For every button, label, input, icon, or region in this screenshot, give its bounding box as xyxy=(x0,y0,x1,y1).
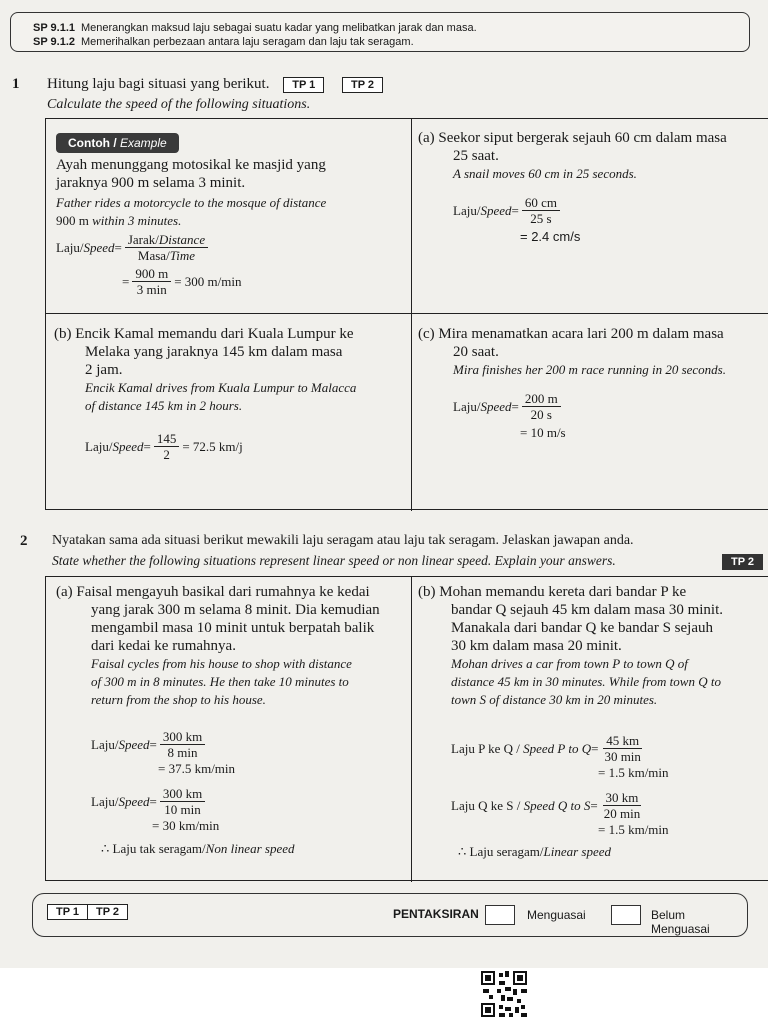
mastered-label: Menguasai xyxy=(527,908,586,922)
part-text: bandar Q sejauh 45 km dalam masa 30 minit. xyxy=(451,602,724,618)
fraction: $\frac{200 m}{20 s}$ xyxy=(522,391,561,422)
sp-text: Memerihalkan perbezaan antara laju seragam dan laju tak seragam. xyxy=(81,36,414,48)
part-text-en: Faisal cycles from his house to shop with distance xyxy=(91,656,352,671)
assessment-box xyxy=(32,893,748,937)
part-text-en: Encik Kamal drives from Kuala Lumpur to Malacca xyxy=(85,380,357,395)
table-divider xyxy=(411,119,412,511)
example-calculation: = $\frac{900 m}{3 \min}$ = 300 m/min xyxy=(122,266,242,297)
tp-badge: TP 2 xyxy=(342,77,383,93)
part-text-en: Mohan drives a car from town P to town Q of xyxy=(451,656,688,671)
part-text: dari kedai ke rumahnya. xyxy=(91,638,236,654)
part-result: = 30 km/min xyxy=(152,818,220,833)
q1-part-b: (b) Encik Kamal memandu dari Kuala Lumpur ke Melaka yang jaraknya 145 km dalam masa 2 jam. Encik Kamal drives from Kuala Lumpur to Malacca of distance 145 km in 2 hours. Laju/ Speed = $\frac{145}{2}$ = 72.5 km/j xyxy=(54,325,406,462)
q1-table xyxy=(45,118,768,510)
qr-code-icon xyxy=(479,969,529,1019)
part-text-en: distance 45 km in 30 minutes. While from town Q to xyxy=(451,674,721,689)
example-cell xyxy=(56,133,406,297)
part-result: = 2.4 cm/s xyxy=(520,229,581,244)
example-text: Ayah menunggang motosikal ke masjid yang xyxy=(56,157,326,173)
part-text-en: return from the shop to his house. xyxy=(91,692,266,707)
fraction: $\frac{60 cm}{25 s}$ xyxy=(522,195,560,226)
tp-badge: TP 2 xyxy=(87,904,128,920)
part-text: 2 jam. xyxy=(85,362,123,378)
part-text: yang jarak 300 m selama 8 minit. Dia kemudian xyxy=(91,602,380,618)
part-text-en: of 300 m in 8 minutes. He then take 10 minutes to xyxy=(91,674,349,689)
sp-code: SP 9.1.2 xyxy=(33,36,75,48)
learning-standards-box xyxy=(10,12,750,52)
part-text-en: of distance 145 km in 2 hours. xyxy=(85,398,243,413)
part-result: = 10 m/s xyxy=(520,425,566,440)
sp-text: Menerangkan maksud laju sebagai suatu kadar yang melibatkan jarak dan masa. xyxy=(81,22,477,34)
fraction: $\frac{145}{2}$ xyxy=(154,431,180,462)
example-badge: Contoh / Example xyxy=(56,133,179,153)
part-formula: Laju/ Speed = $\frac{200 m}{20 s}$ xyxy=(418,391,768,422)
sp-row-1 xyxy=(33,21,739,35)
not-mastered-checkbox[interactable] xyxy=(611,905,641,925)
question-title-en: State whether the following situations represent linear speed or non linear speed. Explain your answers. xyxy=(52,553,616,568)
conclusion: ∴ Laju tak seragam/Non linear speed xyxy=(101,841,295,856)
part-formula: Laju/ Speed = $\frac{300 km}{8 \min}$ xyxy=(56,729,406,760)
part-formula: Laju Q ke S / Speed Q to S = $\frac{30 km}{20 \min}$ xyxy=(418,790,768,821)
page-bottom xyxy=(0,968,768,1024)
assessment-label: PENTAKSIRAN xyxy=(393,907,479,921)
part-result: = 1.5 km/min xyxy=(598,822,669,837)
fraction: $\frac{300 km}{10 \min}$ xyxy=(160,786,205,817)
part-formula: Laju/ Speed = $\frac{300 km}{10 \min}$ xyxy=(56,786,406,817)
part-text-en: A snail moves 60 cm in 25 seconds. xyxy=(453,166,637,181)
part-formula: Laju/ Speed = $\frac{145}{2}$ = 72.5 km/j xyxy=(85,431,243,462)
sp-code: SP 9.1.1 xyxy=(33,22,75,34)
tp-badge-wrap xyxy=(722,553,763,571)
part-text-en: town S of distance 30 km in 20 minutes. xyxy=(451,692,658,707)
tp-badge: TP 1 xyxy=(47,904,88,920)
part-formula: Laju P ke Q / Speed P to Q = $\frac{45 km}{30 \min}$ xyxy=(418,733,768,764)
table-divider xyxy=(411,577,412,882)
fraction: $\frac{300 km}{8 \min}$ xyxy=(160,729,205,760)
tp-badge: TP 2 xyxy=(722,554,763,570)
example-text-en: Father rides a motorcycle to the mosque of distance xyxy=(56,195,327,210)
fraction: $\frac{30 km}{20 \min}$ xyxy=(603,790,641,821)
q1-part-a: (a) Seekor siput bergerak sejauh 60 cm dalam masa 25 saat. A snail moves 60 cm in 25 seconds. Laju/ Speed = $\frac{60 cm}{25 s}$ = 2.4 cm/s xyxy=(418,129,768,246)
tp-badge: TP 1 xyxy=(283,77,324,93)
part-text: mengambil masa 10 minit untuk berpatah balik xyxy=(91,620,375,636)
part-text: 25 saat. xyxy=(453,148,499,164)
part-text-en: Mira finishes her 200 m race running in 20 seconds. xyxy=(453,362,726,377)
question-title xyxy=(47,76,383,93)
fraction: $\frac{900 m}{3 \min}$ xyxy=(132,266,171,297)
part-text: Melaka yang jaraknya 145 km dalam masa xyxy=(85,344,343,360)
q1-part-c: (c) Mira menamatkan acara lari 200 m dalam masa 20 saat. Mira finishes her 200 m race running in 20 seconds. Laju/ Speed = $\frac{200 m}{20 s}$ = 10 m/s xyxy=(418,325,768,442)
table-divider xyxy=(46,313,768,314)
part-result: = 37.5 km/min xyxy=(158,761,236,776)
q2-table xyxy=(45,576,768,881)
question-number: 2 xyxy=(20,533,28,549)
question-title-en: Calculate the speed of the following situations. xyxy=(47,97,311,112)
sp-row-2 xyxy=(33,35,739,49)
part-text: 30 km dalam masa 20 minit. xyxy=(451,638,622,654)
example-text-en: 900 m within 3 minutes. xyxy=(56,213,182,228)
part-result: = 1.5 km/min xyxy=(598,765,669,780)
question-title-ms: Nyatakan sama ada situasi berikut mewakili laju seragam atau laju tak seragam. Jelaskan jawapan anda. xyxy=(52,533,634,548)
part-formula: Laju/ Speed = $\frac{60 cm}{25 s}$ xyxy=(418,195,768,226)
example-text: jaraknya 900 m selama 3 minit. xyxy=(56,175,246,191)
question-number: 1 xyxy=(12,76,20,92)
conclusion: ∴ Laju seragam/Linear speed xyxy=(458,844,612,859)
q2-part-a: (a) Faisal mengayuh basikal dari rumahnya ke kedai yang jarak 300 m selama 8 minit. Dia kemudian mengambil masa 10 minit untuk berpatah balik dari kedai ke rumahnya. Faisal cycles from his house to shop with distance of 300 m in 8 minutes. He then take 10 minutes to return from the shop to his house. Laju/ Speed = $\frac{300 km}{8 \min}$ = 37.5 km/min Laju/ Speed = $\frac{300 km}{10 \min}$ = 30 km/min ∴ Laju tak seragam/Non linear speed xyxy=(56,583,406,858)
q2-part-b: (b) Mohan memandu kereta dari bandar P ke bandar Q sejauh 45 km dalam masa 30 minit. Manakala dari bandar Q ke bandar S sejauh 30 km dalam masa 20 minit. Mohan drives a car from town P to town Q of distance 45 km in 30 minutes. While from town Q to town S of distance 30 km in 20 minutes. Laju P ke Q / Speed P to Q = $\frac{45 km}{30 \min}$ = 1.5 km/min Laju Q ke S / Speed Q to S = $\frac{30 km}{20 \min}$ = 1.5 km/min ∴ Laju seragam/Linear speed xyxy=(418,583,768,861)
question-title-ms: Hitung laju bagi situasi yang berikut. xyxy=(47,76,270,92)
fraction: $\frac{45 km}{30 \min}$ xyxy=(604,733,641,764)
part-text: Manakala dari bandar Q ke bandar S sejauh xyxy=(451,620,713,636)
example-formula: Laju/ Speed = $\frac{\text{Jarak/Distance}}{\text{Masa/Time}}$ xyxy=(56,232,406,263)
mastered-checkbox[interactable] xyxy=(485,905,515,925)
fraction: $\frac{\text{Jarak/Distance}}{\text{Masa/Time}}$ xyxy=(125,232,208,263)
part-text: 20 saat. xyxy=(453,344,499,360)
not-mastered-label: Belum Menguasai xyxy=(651,908,710,936)
